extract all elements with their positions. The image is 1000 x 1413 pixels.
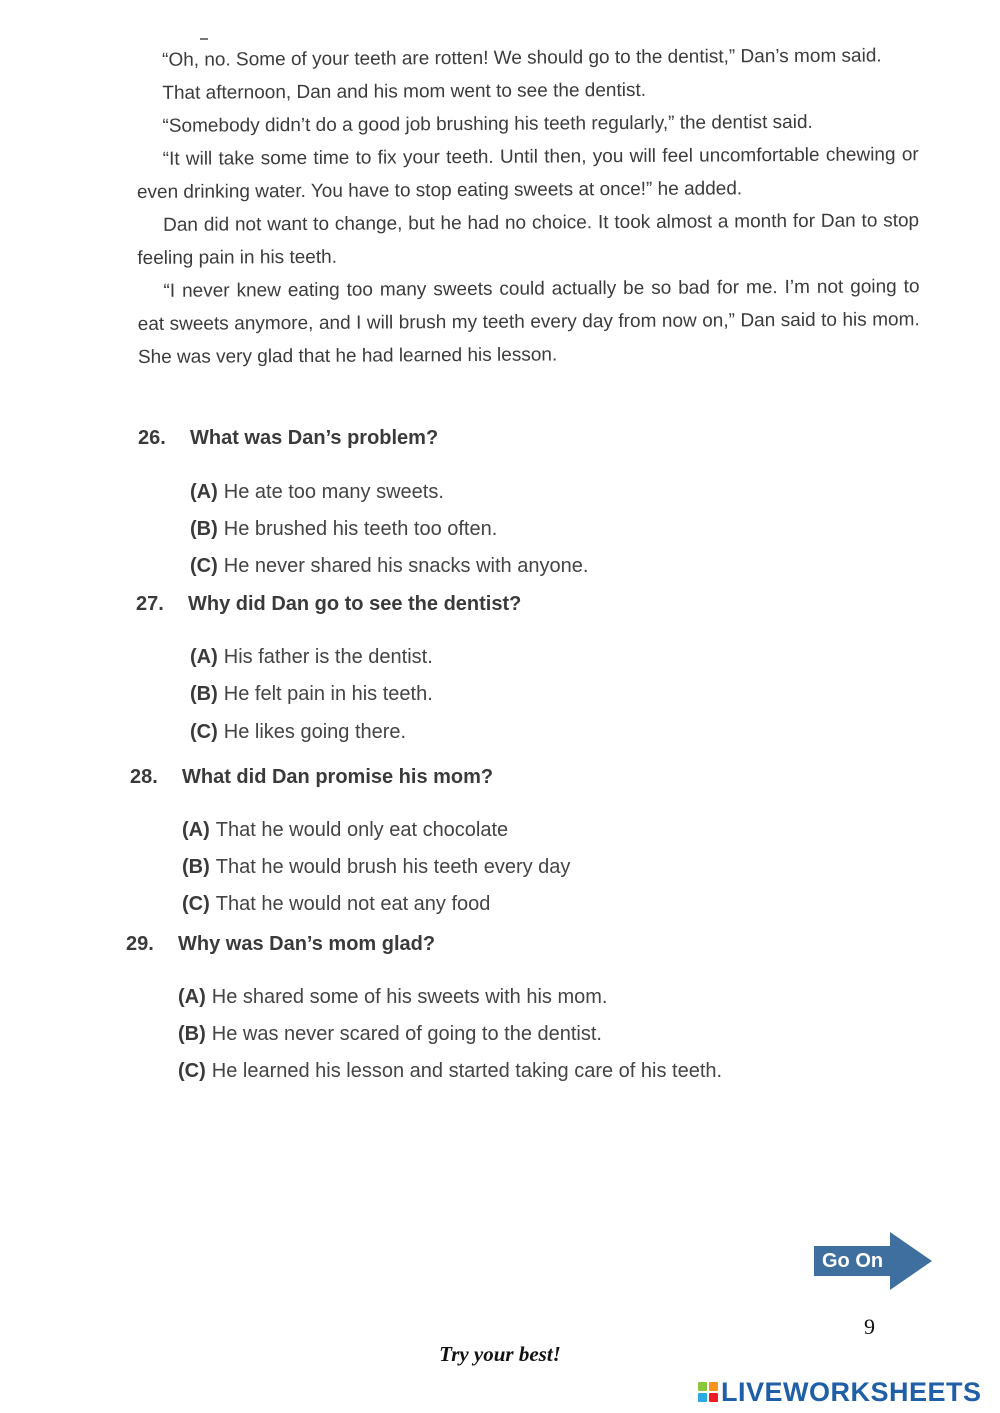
passage-paragraph: “Somebody didn’t do a good job brushing his teeth regularly,” the dentist said.: [162, 111, 813, 137]
option-letter: (C): [190, 721, 218, 743]
option-text: He was never scared of going to the dentist.: [211, 1023, 602, 1045]
question-27: [136, 593, 521, 616]
answer-option-26c[interactable]: [190, 555, 588, 578]
question-29: [126, 933, 435, 956]
question-text: What did Dan promise his mom?: [182, 766, 494, 788]
answer-option-27c[interactable]: [190, 721, 406, 744]
option-letter: (A): [190, 646, 218, 668]
answer-option-27b[interactable]: [190, 683, 433, 706]
answer-option-28a[interactable]: [182, 819, 508, 842]
option-letter: (A): [182, 819, 210, 841]
answer-option-27a[interactable]: [190, 646, 433, 669]
answer-option-28c[interactable]: [182, 893, 490, 916]
answer-option-26a[interactable]: [190, 481, 444, 504]
question-26: [138, 427, 438, 450]
logo-square: [709, 1382, 718, 1391]
liveworksheets-logo-icon: [698, 1382, 718, 1402]
option-text: That he would not eat any food: [215, 893, 491, 915]
passage-paragraph: “I never knew eating too many sweets could actually be so bad for me. I’m not going to eat sweets anymore, and I will brush my teeth every day from now on,” Dan said to his mom. She was very glad that he had learned his lesson.: [137, 276, 920, 368]
scan-mark: [200, 38, 208, 40]
option-text: He likes going there.: [223, 721, 407, 743]
option-text: His father is the dentist.: [223, 646, 433, 668]
page-number: 9: [864, 1314, 875, 1339]
option-letter: (C): [182, 893, 210, 915]
question-number: 28.: [130, 766, 158, 788]
passage-paragraph: That afternoon, Dan and his mom went to see the dentist.: [162, 79, 647, 104]
question-number: 29.: [126, 933, 154, 955]
question-text: Why did Dan go to see the dentist?: [188, 593, 522, 615]
question-28: [130, 766, 493, 789]
answer-option-29a[interactable]: [178, 986, 607, 1009]
option-text: He brushed his teeth too often.: [223, 518, 498, 540]
option-text: He never shared his snacks with anyone.: [223, 555, 589, 577]
option-letter: (A): [178, 986, 206, 1008]
answer-option-26b[interactable]: [190, 518, 497, 541]
passage-paragraph: Dan did not want to change, but he had no choice. It took almost a month for Dan to stop feeling pain in his teeth.: [137, 210, 920, 269]
option-text: He felt pain in his teeth.: [223, 683, 433, 705]
option-text: That he would brush his teeth every day: [215, 856, 571, 878]
go-on-label: Go On: [822, 1250, 884, 1272]
question-number: 27.: [136, 593, 164, 615]
answer-option-29c[interactable]: [178, 1060, 722, 1083]
logo-square: [698, 1382, 707, 1391]
option-text: He ate too many sweets.: [223, 481, 444, 503]
option-letter: (B): [190, 518, 218, 540]
passage-paragraph: “It will take some time to fix your teeth. Until then, you will feel uncomfortable chewing or even drinking water. You have to stop eating sweets at once!” he added.: [136, 144, 919, 203]
option-letter: (B): [178, 1023, 206, 1045]
option-text: That he would only eat chocolate: [215, 819, 509, 841]
option-letter: (C): [178, 1060, 206, 1082]
option-letter: (C): [190, 555, 218, 577]
option-letter: (B): [182, 856, 210, 878]
liveworksheets-brand: [698, 1378, 982, 1406]
option-text: He shared some of his sweets with his mom.: [211, 986, 608, 1008]
go-on-arrow: [814, 1230, 934, 1292]
brand-name: LIVEWORKSHEETS: [721, 1376, 982, 1407]
question-text: What was Dan’s problem?: [190, 427, 439, 449]
option-text: He learned his lesson and started taking care of his teeth.: [211, 1060, 723, 1082]
logo-square: [698, 1393, 707, 1402]
question-number: 26.: [138, 427, 166, 449]
footer-motto: Try your best!: [439, 1342, 561, 1366]
logo-square: [709, 1393, 718, 1402]
option-letter: (A): [190, 481, 218, 503]
answer-option-28b[interactable]: [182, 856, 570, 879]
reading-passage: [136, 39, 920, 374]
option-letter: (B): [190, 683, 218, 705]
answer-option-29b[interactable]: [178, 1023, 602, 1046]
passage-paragraph: “Oh, no. Some of your teeth are rotten! We should go to the dentist,” Dan’s mom said.: [162, 45, 882, 71]
question-text: Why was Dan’s mom glad?: [178, 933, 436, 955]
